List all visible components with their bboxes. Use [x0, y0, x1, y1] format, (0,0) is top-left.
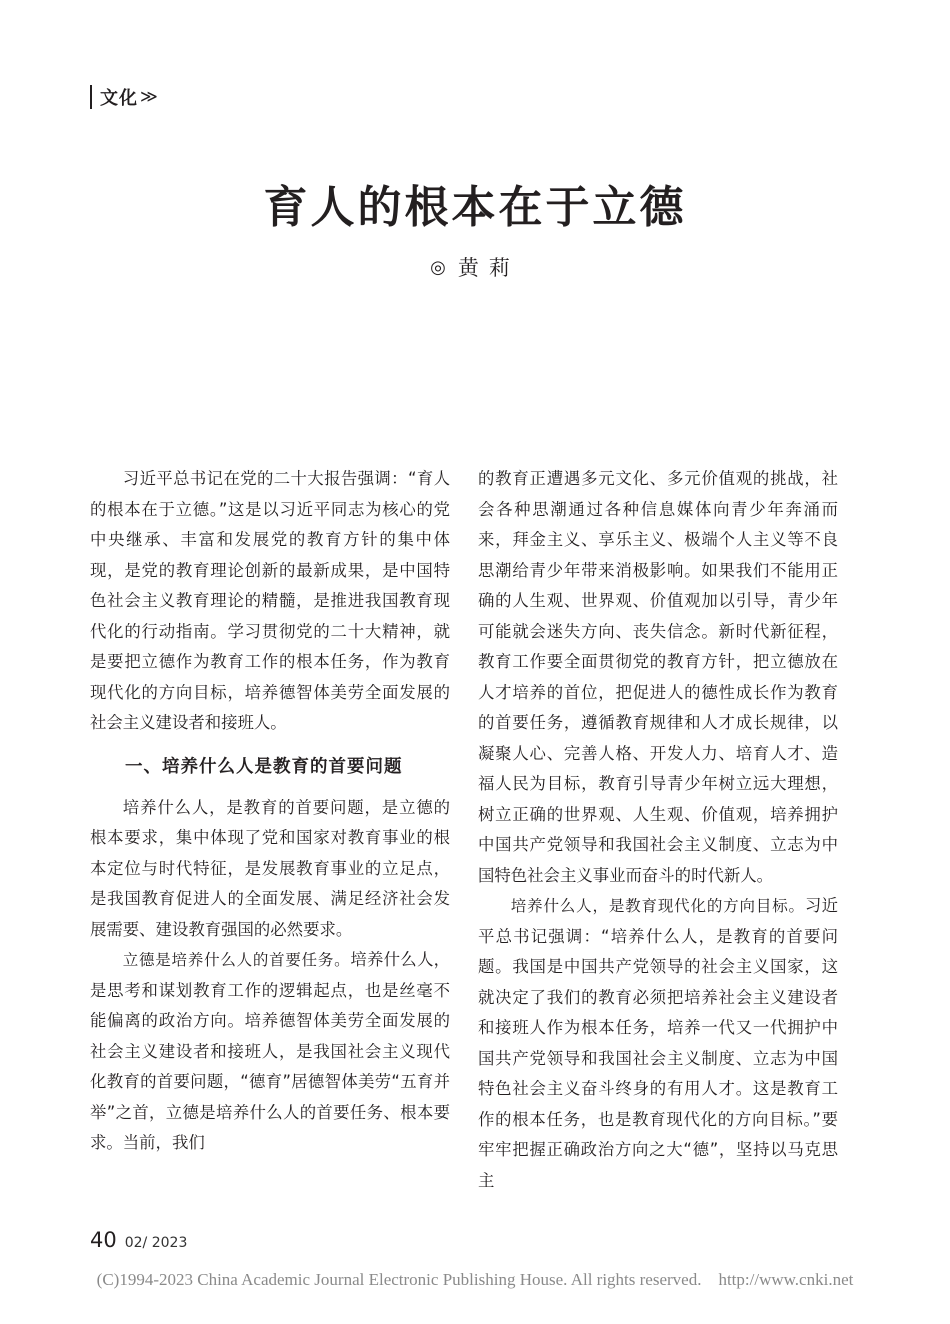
page-footer — [90, 1228, 187, 1252]
paragraph-lead: 立德是培养什么人的首要任务。 — [122, 951, 351, 969]
left-column — [90, 464, 450, 1159]
right-column — [478, 464, 838, 1196]
double-chevron-right-icon: ≫ — [140, 87, 158, 107]
paragraph-body: 培养什么人，是思考和谋划教育工作的逻辑起点，也是丝毫不能偏离的政治方向。培养德智体美劳全面发展的社会主义建设者和接班人，是我国社会主义现代化教育的首要问题，“德育”居德智体美劳“五育并举”之首，立德是培养什么人的首要任务、根本要求。当前，我们 — [90, 950, 450, 1152]
section-heading: 一、培养什么人是教育的首要问题 — [125, 756, 403, 777]
paragraph: 习近平总书记在党的二十大报告强调：“育人的根本在于立德。”这是以习近平同志为核心的党中央继承、丰富和发展党的教育方针的集中体现，是党的教育理论创新的最新成果，是中国特色社会主义教育理论的精髓，是推进我国教育现代化的行动指南。学习贯彻党的二十大精神，就是要把立德作为教育工作的根本任务，作为教育现代化的方向目标，培养德智体美劳全面发展的社会主义建设者和接班人。 — [90, 469, 450, 732]
author-name: 黄莉 — [457, 256, 520, 280]
author-bullet-icon: ◎ — [430, 257, 446, 278]
article-author — [0, 252, 950, 284]
paragraph: 培养什么人，是教育的首要问题，是立德的根本要求，集中体现了党和国家对教育事业的根本定位与时代特征，是发展教育事业的立足点，是我国教育促进人的全面发展、满足经济社会发展需要、建设教育强国的必然要求。 — [90, 797, 450, 939]
paragraph-body: 习近平总书记强调：“培养什么人，是教育的首要问题。我国是中国共产党领导的社会主义国家，这就决定了我们的教育必须把培养社会主义建设者和接班人作为根本任务，培养一代又一代拥护中国共产党领导和我国社会主义制度、立志为中国特色社会主义奋斗终身的有用人才。这是教育工作的根本任务，也是教育现代化的方向目标。”要牢牢把握正确政治方向之大“德”，坚持以马克思主 — [478, 896, 838, 1190]
section-tag — [90, 84, 158, 110]
paragraph-lead: 培养什么人，是教育现代化的方向目标。 — [510, 897, 805, 915]
paragraph — [478, 891, 838, 1196]
copyright-watermark: (C)1994-2023 China Academic Journal Electronic Publishing House. All rights reserved. http://www.cnki.net — [96, 1270, 854, 1289]
article-title: 育人的根本在于立德 — [263, 182, 687, 233]
issue-number: 02/ 2023 — [124, 1235, 188, 1251]
paragraph: 的教育正遭遇多元文化、多元价值观的挑战，社会各种思潮通过各种信息媒体向青少年奔涌而来，拜金主义、享乐主义、极端个人主义等不良思潮给青少年带来消极影响。如果我们不能用正确的人生观、世界观、价值观加以引导，青少年可能就会迷失方向、丧失信念。新时代新征程，教育工作要全面贯彻党的教育方针，把立德放在人才培养的首位，把促进人的德性成长作为教育的首要任务，遵循教育规律和人才成长规律，以凝聚人心、完善人格、开发人力、培育人才、造福人民为目标，教育引导青少年树立远大理想，树立正确的世界观、人生观、价值观，培养拥护中国共产党领导和我国社会主义制度、立志为中国特色社会主义事业而奋斗的时代新人。 — [478, 469, 838, 885]
section-label: 文化 — [100, 88, 138, 109]
page-number: 40 — [90, 1228, 117, 1252]
section-divider — [90, 85, 92, 109]
paragraph — [90, 945, 450, 1159]
